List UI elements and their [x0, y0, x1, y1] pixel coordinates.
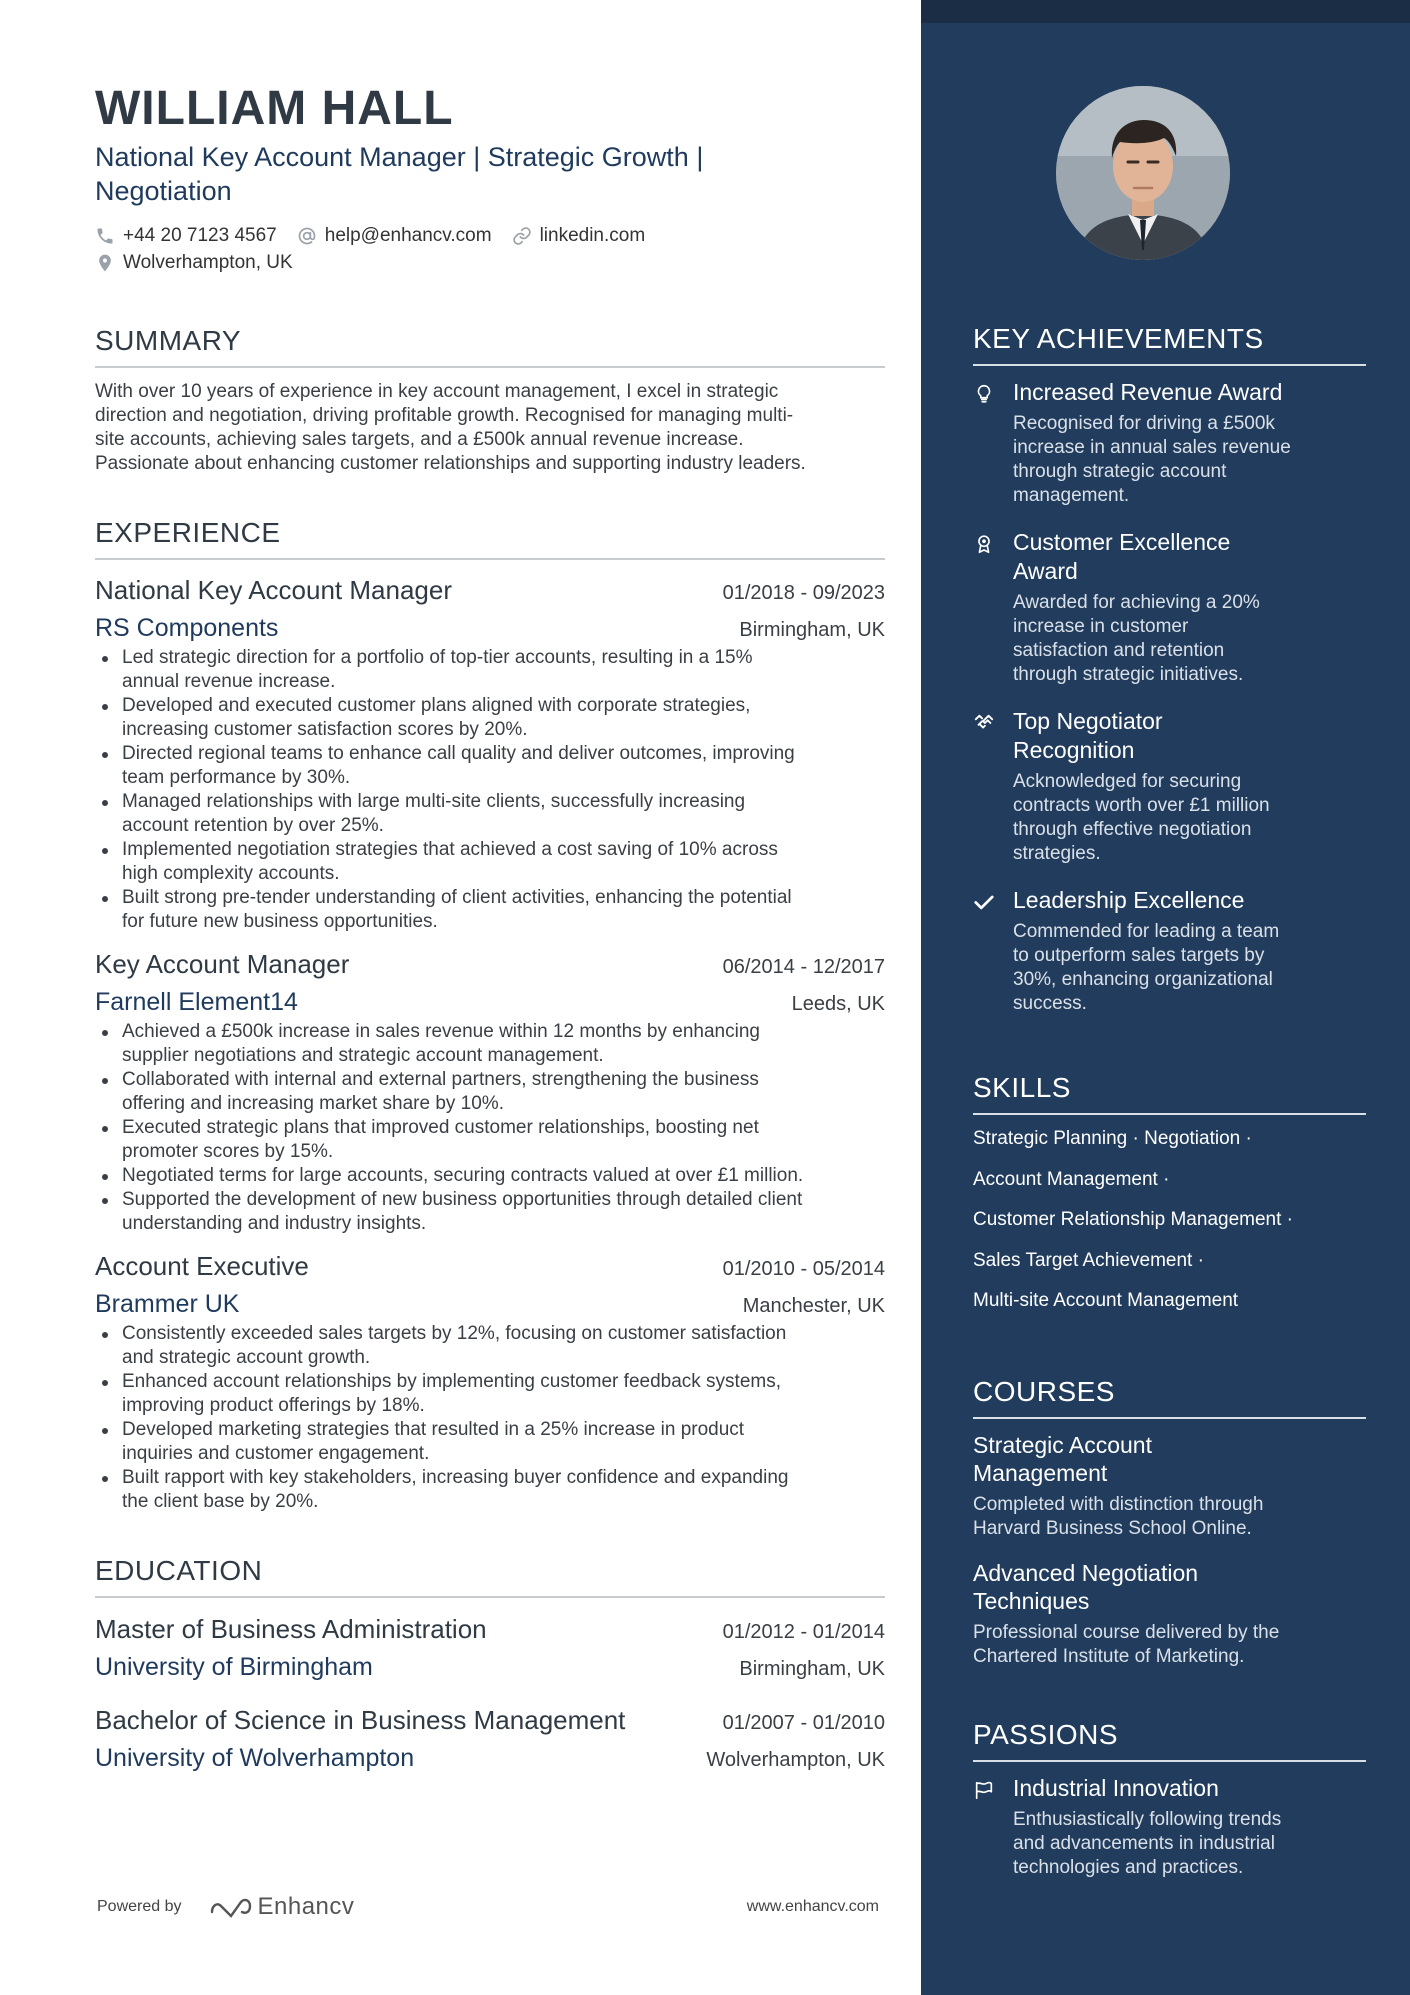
summary-line: direction and negotiation, driving profitable growth. Recognised for managing multi-	[95, 405, 794, 426]
achievement-title: Top Negotiator Recognition	[1013, 708, 1163, 763]
profile-photo	[1056, 86, 1230, 260]
job-location: Leeds, UK	[791, 993, 885, 1015]
passion-desc: Enthusiastically following trends and advancements in industrial technologies and practices.	[1013, 1809, 1282, 1878]
bullet-item: Supported the development of new business opportunities through detailed client understanding and industry insights.	[95, 1188, 885, 1236]
section-title: PASSIONS	[973, 1718, 1366, 1762]
skill-line: Multi-site Account Management	[973, 1290, 1239, 1311]
linkedin-text: linkedin.com	[539, 224, 646, 246]
degree-name: Master of Business Administration	[95, 1614, 487, 1644]
job-title: Account Executive	[95, 1251, 309, 1281]
headline-line: National Key Account Manager | Strategic Growth |	[95, 142, 704, 172]
at-sign-icon	[297, 226, 317, 246]
company-name: RS Components	[95, 614, 279, 642]
flag-icon	[973, 1779, 995, 1801]
linkedin-contact[interactable]	[512, 225, 646, 247]
section-title: KEY ACHIEVEMENTS	[973, 322, 1366, 366]
email-contact[interactable]	[297, 225, 492, 247]
phone-icon	[95, 226, 115, 246]
achievement-desc: Recognised for driving a £500k increase in annual sales revenue through strategic account management.	[1013, 413, 1291, 506]
achievement-title: Leadership Excellence	[1013, 887, 1245, 913]
skills-section	[973, 1071, 1366, 1330]
skill-line: Sales Target Achievement ·	[973, 1249, 1204, 1271]
location-text: Wolverhampton, UK	[123, 251, 293, 273]
job-entry	[95, 947, 885, 1236]
course-title: Advanced Negotiation Techniques	[973, 1560, 1199, 1614]
section-title: EXPERIENCE	[95, 516, 885, 560]
job-date: 01/2018 - 09/2023	[722, 582, 885, 604]
checkmark-icon	[973, 891, 995, 913]
link-icon	[512, 226, 532, 246]
powered-by	[97, 1893, 354, 1921]
summary-section	[95, 324, 885, 476]
bullet-item: Directed regional teams to enhance call quality and deliver outcomes, improving team performance by 30%.	[95, 742, 885, 790]
sidebar-top-bar	[921, 0, 1410, 23]
location-contact	[95, 252, 293, 274]
achievement-item	[973, 886, 1366, 1016]
company-name: Farnell Element14	[95, 988, 298, 1016]
bullet-item: Achieved a £500k increase in sales revenue within 12 months by enhancing supplier negotiations and strategic account management.	[95, 1020, 885, 1068]
candidate-name: WILLIAM HALL	[95, 82, 454, 135]
course-item	[973, 1559, 1366, 1669]
powered-by-text: Powered by	[97, 1898, 182, 1915]
company-name: Brammer UK	[95, 1290, 240, 1318]
education-entry	[95, 1703, 885, 1774]
job-bullets	[95, 1322, 885, 1514]
job-entry	[95, 1249, 885, 1514]
bullet-item: Consistently exceeded sales targets by 12%, focusing on customer satisfaction and strategic account growth.	[95, 1322, 885, 1370]
section-title: COURSES	[973, 1375, 1366, 1419]
achievement-item	[973, 378, 1366, 508]
bullet-item: Built rapport with key stakeholders, increasing buyer confidence and expanding the client base by 20%.	[95, 1466, 885, 1514]
skill-line: Strategic Planning · Negotiation ·	[973, 1128, 1252, 1149]
achievement-item	[973, 707, 1366, 866]
school-name: University of Wolverhampton	[95, 1744, 415, 1772]
bullet-item: Enhanced account relationships by implementing customer feedback systems, improving product offerings by 18%.	[95, 1370, 885, 1418]
job-title: Key Account Manager	[95, 949, 350, 979]
bullet-item: Collaborated with internal and external partners, strengthening the business offering and increasing market share by 10%.	[95, 1068, 885, 1116]
passion-title: Industrial Innovation	[1013, 1775, 1219, 1801]
phone-contact[interactable]	[95, 225, 277, 247]
summary-text	[95, 380, 885, 476]
course-desc: Completed with distinction through Harvard Business School Online.	[973, 1494, 1264, 1539]
school-location: Birmingham, UK	[739, 1658, 885, 1680]
school-location: Wolverhampton, UK	[706, 1749, 885, 1771]
summary-line: Passionate about enhancing customer relationships and supporting industry leaders.	[95, 453, 806, 474]
job-entry	[95, 573, 885, 934]
achievement-title: Increased Revenue Award	[1013, 379, 1283, 405]
summary-line: With over 10 years of experience in key account management, I excel in strategic	[95, 381, 779, 402]
job-date: 01/2010 - 05/2014	[722, 1258, 885, 1280]
headline-line: Negotiation	[95, 176, 232, 206]
course-item	[973, 1431, 1366, 1541]
achievement-desc: Acknowledged for securing contracts worth over £1 million through effective negotiation strategies.	[1013, 771, 1270, 864]
summary-line: site accounts, achieving sales targets, and a £500k annual revenue increase.	[95, 429, 744, 450]
skill-line: Customer Relationship Management ·	[973, 1209, 1293, 1230]
bullet-item: Led strategic direction for a portfolio of top-tier accounts, resulting in a 15% annual revenue increase.	[95, 646, 885, 694]
headline	[95, 140, 885, 208]
section-title: SUMMARY	[95, 324, 885, 368]
enhancv-logo-icon	[208, 1894, 254, 1920]
footer	[97, 1893, 879, 1921]
sidebar	[921, 0, 1410, 1995]
job-location: Manchester, UK	[742, 1295, 885, 1317]
job-bullets	[95, 1020, 885, 1236]
education-section	[95, 1554, 885, 1774]
bullet-item: Built strong pre-tender understanding of client activities, enhancing the potential for future new business opportunities.	[95, 886, 885, 934]
course-title: Strategic Account Management	[973, 1432, 1152, 1486]
phone-text: +44 20 7123 4567	[123, 224, 277, 246]
website-link[interactable]: www.enhancv.com	[746, 1898, 879, 1915]
education-entry	[95, 1612, 885, 1683]
job-location: Birmingham, UK	[739, 619, 885, 641]
passion-item	[973, 1774, 1366, 1880]
job-date: 06/2014 - 12/2017	[722, 956, 885, 978]
email-text: help@enhancv.com	[324, 224, 492, 246]
education-date: 01/2012 - 01/2014	[722, 1621, 885, 1643]
location-pin-icon	[95, 253, 115, 273]
bullet-item: Implemented negotiation strategies that achieved a cost saving of 10% across high complexity accounts.	[95, 838, 885, 886]
skill-line: Account Management ·	[973, 1168, 1170, 1190]
contact-info	[95, 222, 885, 276]
achievement-desc: Commended for leading a team to outperform sales targets by 30%, enhancing organizational success.	[1013, 921, 1280, 1014]
courses-section	[973, 1375, 1366, 1669]
bullet-item: Developed marketing strategies that resulted in a 25% increase in product inquiries and customer engagement.	[95, 1418, 885, 1466]
achievement-item	[973, 528, 1366, 687]
bullet-item: Managed relationships with large multi-site clients, successfully increasing account retention by over 25%.	[95, 790, 885, 838]
bullet-item: Developed and executed customer plans aligned with corporate strategies, increasing customer satisfaction scores by 20%.	[95, 694, 885, 742]
lightbulb-icon	[973, 383, 995, 405]
education-date: 01/2007 - 01/2010	[722, 1712, 885, 1734]
job-bullets	[95, 646, 885, 934]
section-title: SKILLS	[973, 1071, 1366, 1115]
degree-name: Bachelor of Science in Business Management	[95, 1705, 626, 1735]
skills-list	[973, 1127, 1366, 1313]
award-ribbon-icon	[973, 533, 995, 555]
achievements-section	[973, 322, 1366, 1016]
bullet-item: Executed strategic plans that improved customer relationships, boosting net promoter scores by 15%.	[95, 1116, 885, 1164]
achievement-desc: Awarded for achieving a 20% increase in customer satisfaction and retention through strategic initiatives.	[1013, 592, 1260, 685]
enhancv-logo[interactable]	[208, 1893, 355, 1921]
school-name: University of Birmingham	[95, 1653, 373, 1681]
experience-section	[95, 516, 885, 1514]
brand-name: Enhancv	[257, 1893, 355, 1920]
handshake-icon	[973, 712, 995, 734]
profile-photo-image	[1056, 86, 1230, 260]
main-column	[95, 80, 885, 1774]
achievement-title: Customer Excellence Award	[1013, 529, 1231, 584]
bullet-item: Negotiated terms for large accounts, securing contracts valued at over £1 million.	[95, 1164, 885, 1188]
section-title: EDUCATION	[95, 1554, 885, 1598]
job-title: National Key Account Manager	[95, 575, 452, 605]
passions-section	[973, 1718, 1366, 1880]
course-desc: Professional course delivered by the Chartered Institute of Marketing.	[973, 1622, 1280, 1667]
